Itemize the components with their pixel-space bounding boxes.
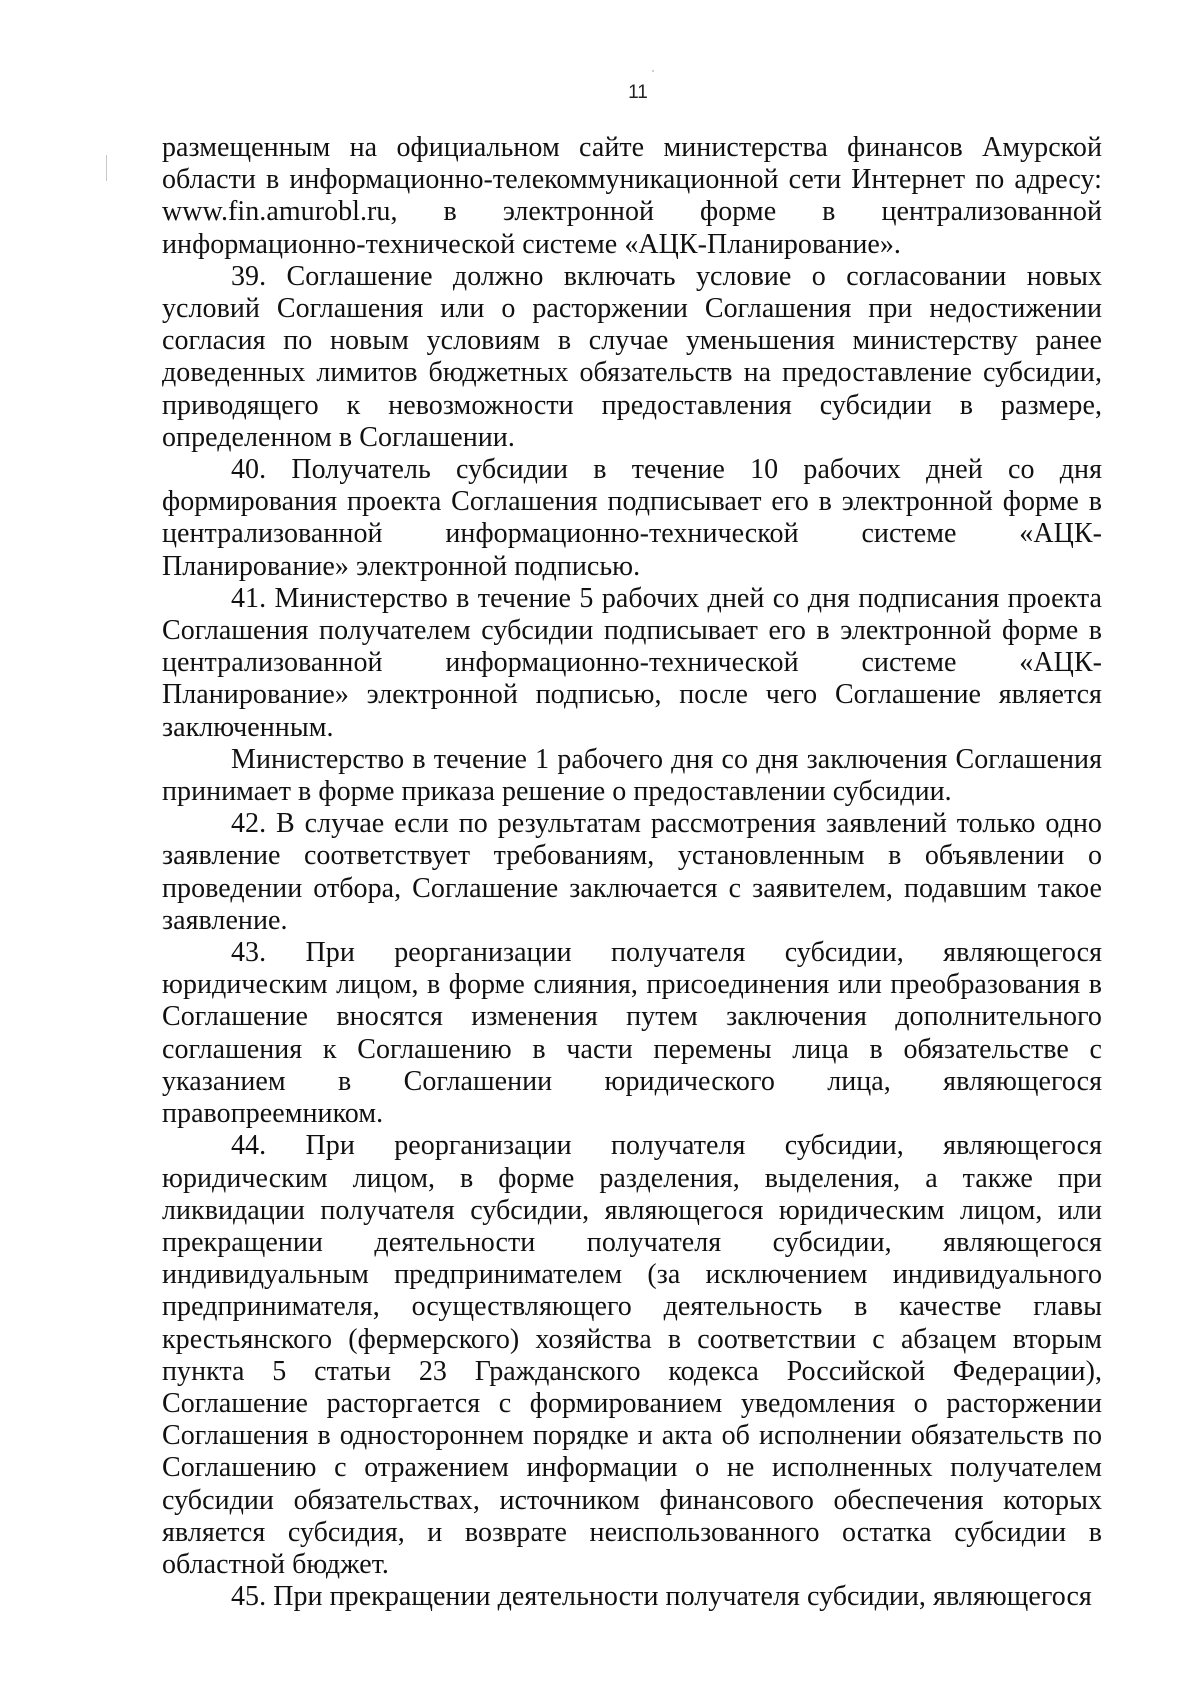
paragraph-39: 39. Соглашение должно включать условие о согласовании новых условий Соглашения или о расторжении Соглашения при недостижении согласия по новым условиям в случае уменьшения министерству ранее доведенных лимитов бюджетных обязательств на предоставление субсидии, приводящего к невозможности предоставления субсидии в размере, определенном в Соглашении. [162,260,1102,453]
page-number: 11 [628,82,648,103]
scan-artifact-dot [652,70,654,72]
scan-artifact-line [106,155,107,181]
document-body [162,132,1102,1613]
paragraph-45: 45. При прекращении деятельности получателя субсидии, являющегося [231,1581,1092,1613]
paragraph-41-continuation: Министерство в течение 1 рабочего дня со дня заключения Соглашения принимает в форме приказа решение о предоставлении субсидии. [162,743,1102,808]
paragraph-44: 44. При реорганизации получателя субсидии, являющегося юридическим лицом, в форме разделения, выделения, а также при ликвидации получателя субсидии, являющегося юридическим лицом, или прекращении деятельности получателя субсидии, являющегося индивидуальным предпринимателем (за исключением индивидуального предпринимателя, осуществляющего деятельность в качестве главы крестьянского (фермерского) хозяйства в соответствии с абзацем вторым пункта 5 статьи 23 Гражданского кодекса Российской Федерации), Соглашение расторгается с формированием уведомления о расторжении Соглашения в одностороннем порядке и акта об исполнении обязательств по Соглашению с отражением информации о не исполненных получателем субсидии обязательствах, источником финансового обеспечения которых является субсидия, и возврате неиспользованного остатка субсидии в областной бюджет. [162,1130,1102,1580]
paragraph-41: 41. Министерство в течение 5 рабочих дней со дня подписания проекта Соглашения получателем субсидии подписывает его в электронной форме в централизованной информационно-технической системе «АЦК-Планирование» электронной подписью, после чего Соглашение является заключенным. [162,582,1102,743]
paragraph-40: 40. Получатель субсидии в течение 10 рабочих дней со дня формирования проекта Соглашения подписывает его в электронной форме в централизованной информационно-технической системе «АЦК-Планирование» электронной подписью. [162,454,1102,582]
paragraph-continuation: размещенным на официальном сайте министерства финансов Амурской области в информационно-телекоммуникационной сети Интернет по адресу: www.fin.amurobl.ru, в электронной форме в централизованной информационно-технической системе «АЦК-Планирование». [162,132,1102,260]
paragraph-42: 42. В случае если по результатам рассмотрения заявлений только одно заявление соответствует требованиям, установленным в объявлении о проведении отбора, Соглашение заключается с заявителем, подавшим такое заявление. [162,808,1102,936]
paragraph-43: 43. При реорганизации получателя субсидии, являющегося юридическим лицом, в форме слияния, присоединения или преобразования в Соглашение вносятся изменения путем заключения дополнительного соглашения к Соглашению в части перемены лица в обязательстве с указанием в Соглашении юридического лица, являющегося правопреемником. [162,937,1102,1130]
